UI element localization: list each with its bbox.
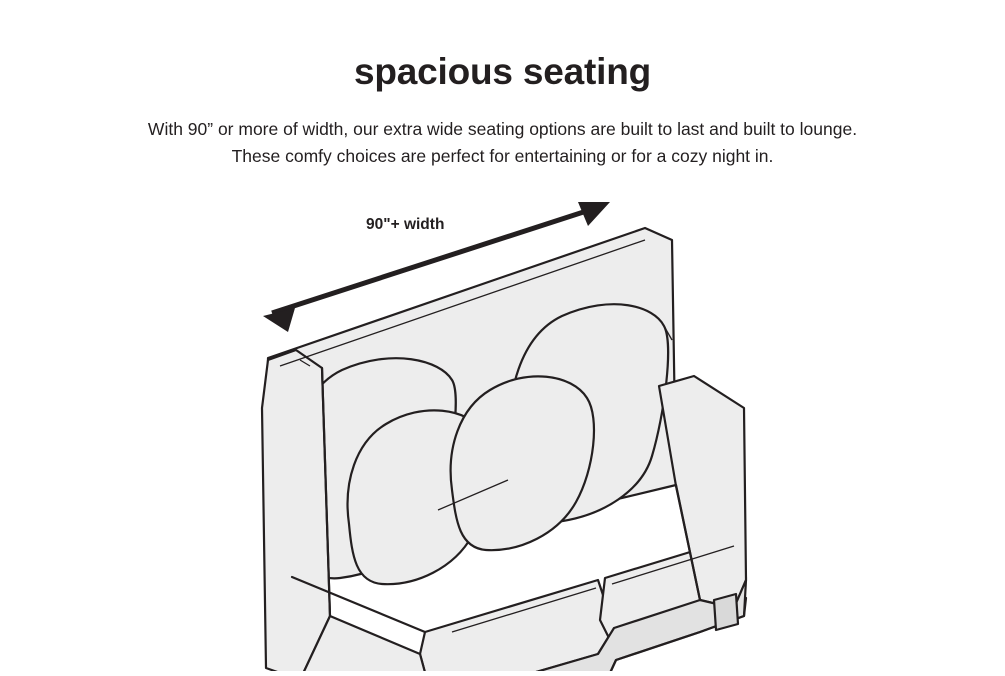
page-title: spacious seating (353, 51, 651, 92)
description-text (50, 116, 955, 170)
description-line-2: These comfy choices are perfect for entertaining or for a cozy night in. (231, 146, 774, 167)
description-line-1: With 90” or more of width, our extra wide seating options are built to last and built to lounge. (147, 119, 858, 139)
dimension-label: 90"+ width (366, 216, 445, 233)
sofa-illustration (0, 180, 1005, 671)
sofa-line-drawing-svg (0, 180, 1005, 671)
